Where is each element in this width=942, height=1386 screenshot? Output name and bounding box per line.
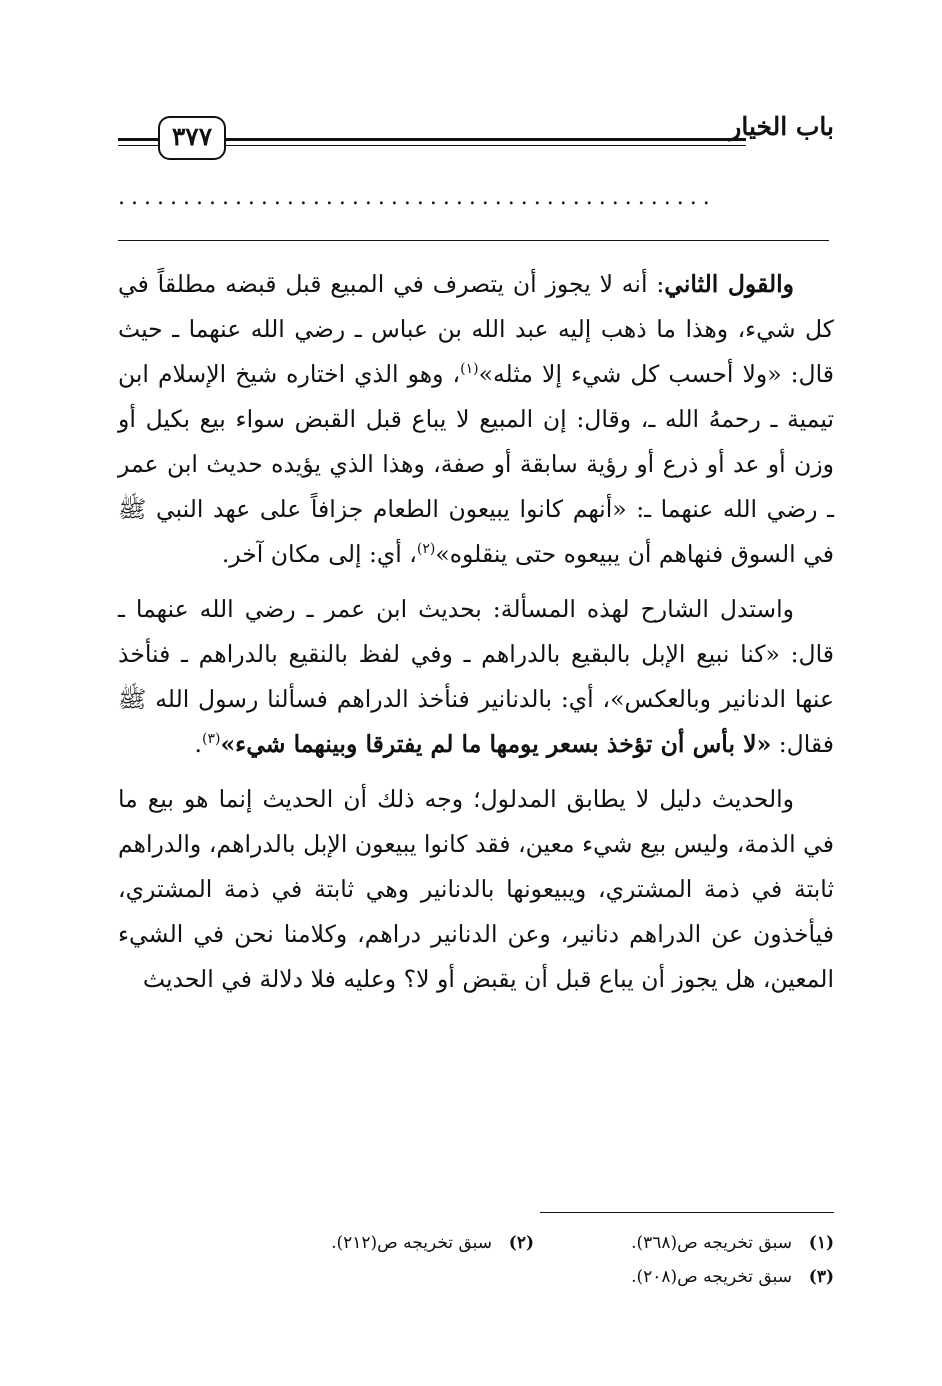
text-top-rule bbox=[118, 240, 829, 241]
footnote-ref-3: (٣) bbox=[202, 731, 221, 748]
footnote-number: (١) bbox=[808, 1233, 834, 1253]
footnote-3 bbox=[534, 1260, 834, 1294]
dotted-separator: .............................................. bbox=[118, 188, 716, 210]
paragraph-text: : أنه لا يجوز أن يتصرف في المبيع قبل قبضه مطلقاً في كل شيء، وهذا ما ذهب إليه عبد الله بن عباس ـ رضي الله عنهما ـ حيث قال: «ولا أحسب كل شيء إلا مثله» bbox=[118, 270, 835, 388]
header-rule bbox=[226, 138, 746, 146]
main-text bbox=[118, 262, 834, 1002]
paragraph-3 bbox=[118, 777, 834, 1002]
paragraph-text: ، أي: إلى مكان آخر. bbox=[221, 540, 417, 568]
footnote-text: سبق تخريجه ص(٢٠٨). bbox=[631, 1267, 792, 1287]
hadith-quote: «لا بأس أن تؤخذ بسعر يومها ما لم يفترقا وبينهما شيء» bbox=[220, 730, 772, 758]
paragraph-text: ، وهو الذي اختاره شيخ الإسلام ابن تيمية ـ رحمهُ الله ـ، وقال: إن المبيع لا يباع قبل القبض سواء بيع بكيل أو وزن أو عد أو ذرع أو رؤية سابقة أو صفة، وهذا الذي يؤيده حديث ابن عمر ـ رضي الله عنهما ـ: «أنهم كانوا يبيعون الطعام جزافاً على عهد النبي ﷺ في السوق فنهاهم أن يبيعوه حتى ينقلوه» bbox=[118, 360, 834, 568]
footnotes bbox=[118, 1226, 834, 1294]
footnote-number: (٢) bbox=[508, 1233, 534, 1253]
footnote-row bbox=[118, 1260, 834, 1294]
footnote-ref-1: (١) bbox=[460, 361, 479, 378]
footnote-number: (٣) bbox=[808, 1267, 834, 1287]
footnote-text: سبق تخريجه ص(٣٦٨). bbox=[631, 1233, 792, 1253]
paragraph-text: واستدل الشارح لهذه المسألة: بحديث ابن عمر ـ رضي الله عنهما ـ قال: «كنا نبيع الإبل بالبقيع بالدراهم ـ وفي لفظ بالنقيع بالدراهم ـ فنأخذ عنها الدنانير وبالعكس»، أي: بالدنانير فنأخذ الدراهم فسألنا رسول الله ﷺ فقال: bbox=[118, 595, 834, 758]
page-number: ٣٧٧ bbox=[158, 116, 226, 160]
paragraph-2 bbox=[118, 587, 834, 767]
footnote-row bbox=[118, 1226, 834, 1260]
page-header bbox=[118, 110, 834, 170]
paragraph-text: . bbox=[194, 730, 202, 758]
header-rule-left bbox=[118, 138, 160, 146]
paragraph-lead: والقول الثاني bbox=[664, 270, 794, 298]
footnote-text: سبق تخريجه ص(٢١٢). bbox=[331, 1233, 492, 1253]
paragraph-1 bbox=[118, 262, 834, 577]
paragraph-text: والحديث دليل لا يطابق المدلول؛ وجه ذلك أن الحديث إنما هو بيع ما في الذمة، وليس بيع شيء معين، فقد كانوا يبيعون الإبل بالدراهم، والدراهم ثابتة في ذمة المشتري، ويبيعونها بالدنانير وهي ثابتة في ذمة المشتري، فيأخذون عن الدراهم دنانير، وعن الدنانير دراهم، وكلامنا نحن في الشيء المعين، هل يجوز أن يباع قبل أن يقبض أو لا؟ وعليه فلا دلالة في الحديث bbox=[118, 785, 834, 993]
footnote-rule bbox=[540, 1212, 834, 1213]
footnote-1 bbox=[534, 1226, 834, 1260]
footnote-2 bbox=[234, 1226, 534, 1260]
footnote-ref-2: (٢) bbox=[416, 541, 436, 558]
chapter-title: باب الخيار bbox=[729, 112, 834, 141]
